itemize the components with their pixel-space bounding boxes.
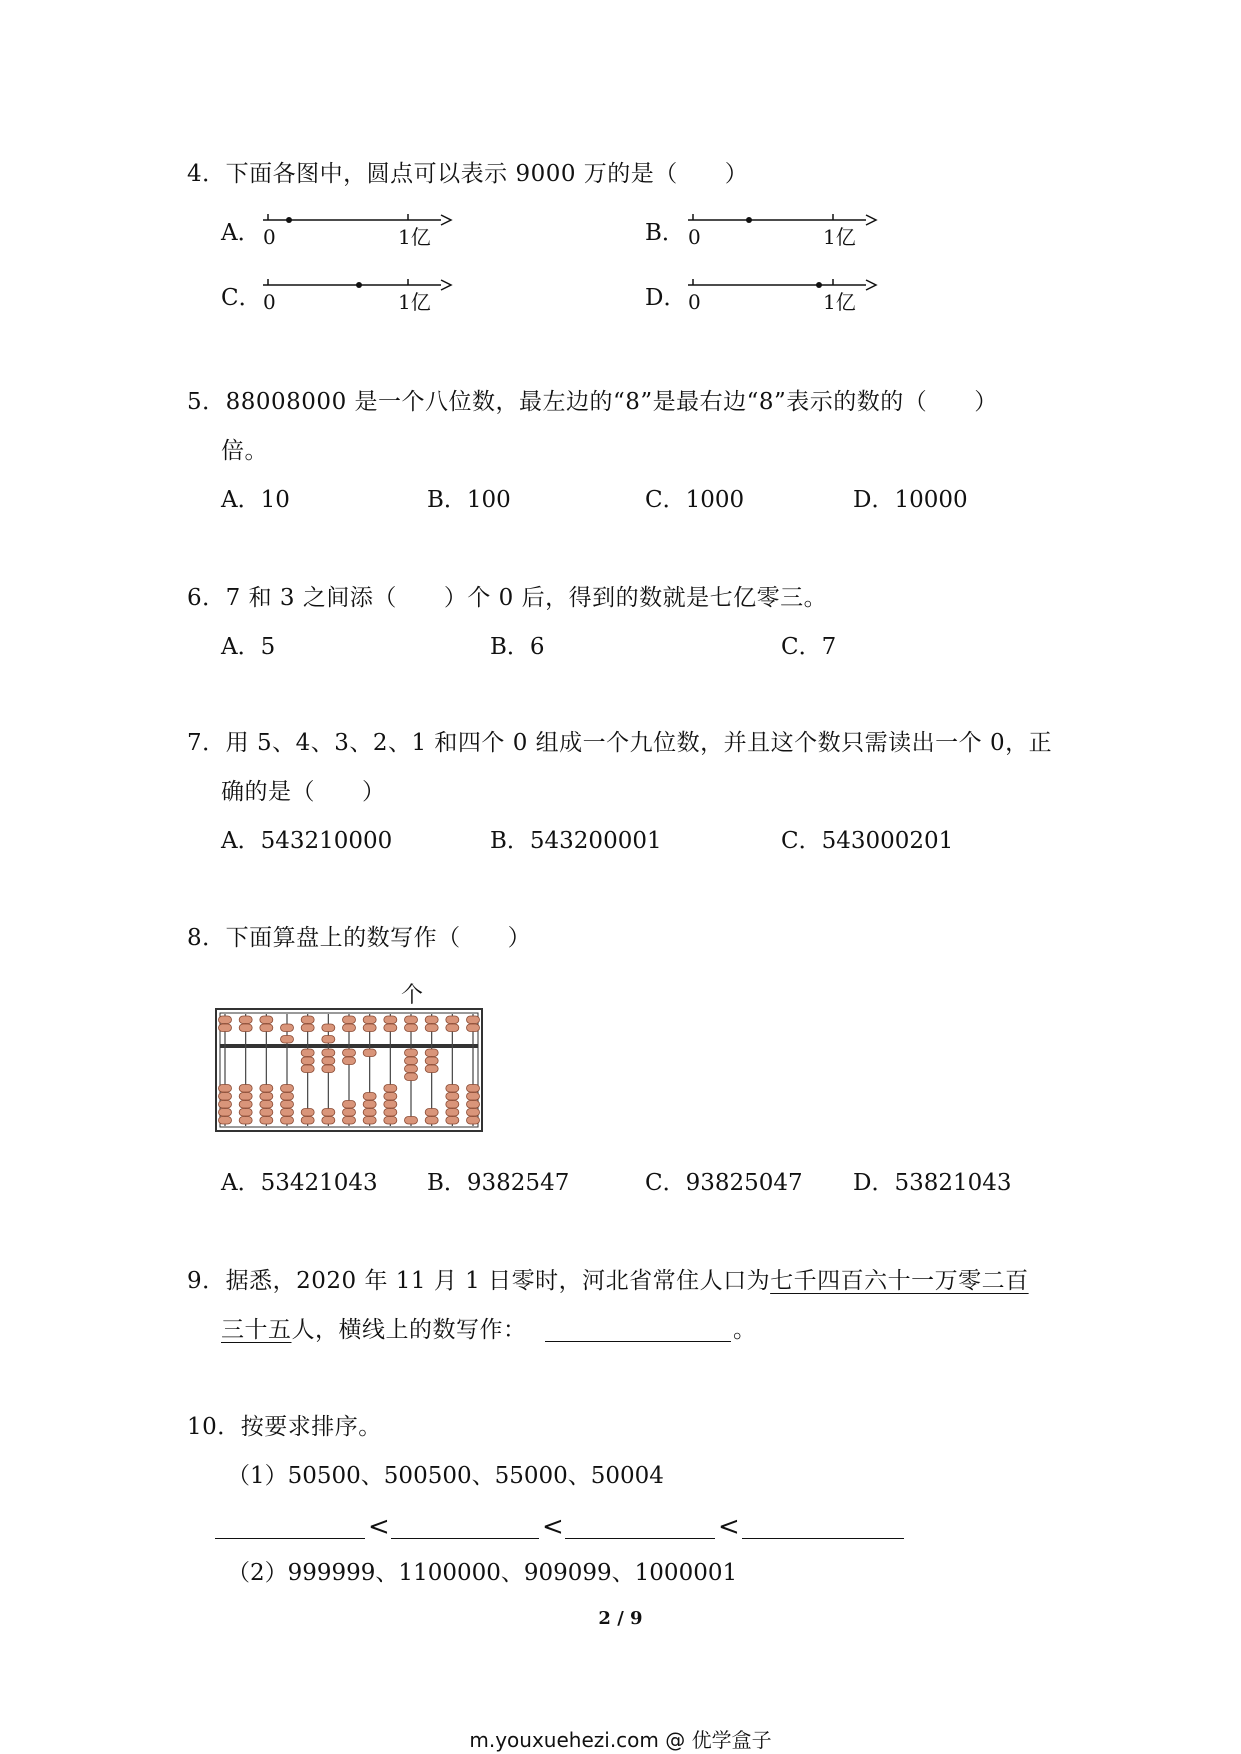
abacus-upper-bead bbox=[239, 1016, 252, 1024]
abacus-lower-bead bbox=[384, 1109, 397, 1117]
numberline-dot bbox=[356, 282, 362, 288]
abacus-lower-bead bbox=[281, 1109, 294, 1117]
q8-option-a: A．53421043 bbox=[221, 1170, 378, 1196]
abacus-lower-bead bbox=[219, 1085, 232, 1093]
abacus-lower-bead bbox=[301, 1057, 314, 1065]
abacus-upper-bead bbox=[405, 1016, 418, 1024]
q9-line2-end: 。 bbox=[733, 1317, 756, 1343]
q5-option-c: C．1000 bbox=[645, 487, 745, 513]
q9-line1 bbox=[187, 1267, 1029, 1295]
q8-option-b: B．9382547 bbox=[427, 1170, 570, 1196]
abacus-upper-bead bbox=[446, 1016, 459, 1024]
abacus-lower-bead bbox=[467, 1117, 480, 1125]
abacus-upper-bead bbox=[260, 1016, 273, 1024]
abacus-lower-bead bbox=[425, 1109, 438, 1117]
q6-option-b: B．6 bbox=[490, 634, 545, 660]
q9-underlined-number-part1: 七千四百六十一万零二百 bbox=[770, 1268, 1029, 1294]
q10-part1: （1）50500、500500、55000、50004 bbox=[227, 1463, 664, 1489]
abacus-upper-bead bbox=[384, 1016, 397, 1024]
abacus-upper-bead bbox=[467, 1016, 480, 1024]
abacus-lower-bead bbox=[425, 1049, 438, 1057]
q8-option-d: D．53821043 bbox=[853, 1170, 1012, 1196]
abacus-lower-bead bbox=[446, 1101, 459, 1109]
abacus-lower-bead bbox=[425, 1057, 438, 1065]
numberline-arrowhead bbox=[866, 280, 876, 290]
abacus-lower-bead bbox=[260, 1101, 273, 1109]
footer-watermark: m.youxuehezi.com @ 优学盒子 bbox=[469, 1728, 772, 1752]
abacus-lower-bead bbox=[405, 1049, 418, 1057]
q7-option-c: C．543000201 bbox=[781, 828, 954, 854]
abacus-upper-bead bbox=[281, 1024, 294, 1032]
abacus-lower-bead bbox=[281, 1101, 294, 1109]
abacus-lower-bead bbox=[384, 1101, 397, 1109]
abacus-lower-bead bbox=[322, 1049, 335, 1057]
q10-less-than-1: < bbox=[368, 1512, 390, 1542]
abacus-lower-bead bbox=[467, 1101, 480, 1109]
abacus-lower-bead bbox=[405, 1117, 418, 1125]
q9-underlined-number-part2: 三十五 bbox=[221, 1317, 292, 1343]
abacus-upper-bead bbox=[301, 1024, 314, 1032]
abacus-lower-bead bbox=[260, 1109, 273, 1117]
abacus-upper-bead bbox=[322, 1036, 335, 1044]
q10-answer-blank-2[interactable] bbox=[391, 1538, 539, 1539]
abacus-lower-bead bbox=[239, 1085, 252, 1093]
abacus bbox=[215, 1008, 485, 1134]
abacus-lower-bead bbox=[343, 1117, 356, 1125]
abacus-lower-bead bbox=[405, 1073, 418, 1081]
q9-line1-prefix: 9．据悉，2020 年 11 月 1 日零时，河北省常住人口为 bbox=[187, 1268, 771, 1294]
abacus-lower-bead bbox=[343, 1057, 356, 1065]
abacus-lower-bead bbox=[405, 1065, 418, 1073]
abacus-upper-bead bbox=[301, 1016, 314, 1024]
abacus-lower-bead bbox=[425, 1065, 438, 1073]
abacus-lower-bead bbox=[405, 1057, 418, 1065]
numberline-start-label: 0 bbox=[263, 290, 276, 314]
abacus-upper-bead bbox=[219, 1024, 232, 1032]
q4-numberline-b bbox=[688, 210, 878, 250]
abacus-lower-bead bbox=[343, 1049, 356, 1057]
q7-option-a: A．543210000 bbox=[221, 828, 393, 854]
q6-stem: 6．7 和 3 之间添（ ）个 0 后，得到的数就是七亿零三。 bbox=[187, 585, 828, 611]
numberline-dot bbox=[746, 217, 752, 223]
abacus-lower-bead bbox=[301, 1065, 314, 1073]
abacus-lower-bead bbox=[467, 1109, 480, 1117]
numberline-arrowhead bbox=[441, 280, 451, 290]
q4-option-b-label: B． bbox=[645, 220, 685, 246]
abacus-lower-bead bbox=[384, 1117, 397, 1125]
abacus-lower-bead bbox=[239, 1101, 252, 1109]
q4-stem: 4．下面各图中，圆点可以表示 9000 万的是（ ） bbox=[187, 161, 749, 187]
abacus-upper-bead bbox=[281, 1036, 294, 1044]
abacus-lower-bead bbox=[281, 1085, 294, 1093]
abacus-lower-bead bbox=[363, 1093, 376, 1101]
numberline-arrowhead bbox=[441, 215, 451, 225]
abacus-lower-bead bbox=[363, 1049, 376, 1057]
abacus-lower-bead bbox=[322, 1117, 335, 1125]
abacus-lower-bead bbox=[446, 1093, 459, 1101]
q4-option-d-label: D． bbox=[645, 285, 687, 311]
abacus-lower-bead bbox=[260, 1117, 273, 1125]
abacus-lower-bead bbox=[301, 1049, 314, 1057]
abacus-upper-bead bbox=[467, 1024, 480, 1032]
abacus-lower-bead bbox=[446, 1109, 459, 1117]
q6-option-c: C．7 bbox=[781, 634, 837, 660]
abacus-lower-bead bbox=[425, 1117, 438, 1125]
abacus-lower-bead bbox=[219, 1101, 232, 1109]
numberline-end-label: 1亿 bbox=[823, 225, 856, 249]
abacus-upper-bead bbox=[343, 1016, 356, 1024]
q5-stem-line2: 倍。 bbox=[221, 438, 268, 464]
abacus-lower-bead bbox=[384, 1085, 397, 1093]
q10-less-than-2: < bbox=[542, 1512, 564, 1542]
numberline-dot bbox=[286, 217, 292, 223]
abacus-lower-bead bbox=[281, 1117, 294, 1125]
abacus-lower-bead bbox=[239, 1117, 252, 1125]
numberline-start-label: 0 bbox=[263, 225, 276, 249]
abacus-upper-bead bbox=[239, 1024, 252, 1032]
abacus-lower-bead bbox=[343, 1101, 356, 1109]
abacus-lower-bead bbox=[446, 1085, 459, 1093]
q10-answer-blank-4[interactable] bbox=[742, 1538, 904, 1539]
q10-stem: 10．按要求排序。 bbox=[187, 1414, 382, 1440]
numberline-arrowhead bbox=[866, 215, 876, 225]
abacus-lower-bead bbox=[363, 1101, 376, 1109]
q10-answer-blank-3[interactable] bbox=[565, 1538, 715, 1539]
numberline-end-label: 1亿 bbox=[398, 290, 431, 314]
q5-option-d: D．10000 bbox=[853, 487, 968, 513]
abacus-lower-bead bbox=[343, 1109, 356, 1117]
abacus-lower-bead bbox=[322, 1065, 335, 1073]
numberline-dot bbox=[816, 282, 822, 288]
q7-option-b: B．543200001 bbox=[490, 828, 662, 854]
q8-stem: 8．下面算盘上的数写作（ ） bbox=[187, 925, 532, 951]
abacus-lower-bead bbox=[384, 1093, 397, 1101]
q5-option-a: A．10 bbox=[221, 487, 290, 513]
q5-stem-line1: 5．88008000 是一个八位数，最左边的“8”是最右边“8”表示的数的（ ） bbox=[187, 389, 998, 415]
abacus-lower-bead bbox=[260, 1093, 273, 1101]
abacus-lower-bead bbox=[281, 1093, 294, 1101]
abacus-lower-bead bbox=[322, 1057, 335, 1065]
abacus-ones-label: 个 bbox=[401, 983, 424, 1008]
abacus-upper-bead bbox=[219, 1016, 232, 1024]
numberline-end-label: 1亿 bbox=[398, 225, 431, 249]
q7-stem-line1: 7．用 5、4、3、2、1 和四个 0 组成一个九位数，并且这个数只需读出一个 0，正 bbox=[187, 730, 1053, 756]
abacus-lower-bead bbox=[446, 1117, 459, 1125]
q4-numberline-d bbox=[688, 275, 878, 315]
abacus-lower-bead bbox=[219, 1109, 232, 1117]
abacus-upper-bead bbox=[363, 1024, 376, 1032]
abacus-upper-bead bbox=[425, 1016, 438, 1024]
q9-line2 bbox=[221, 1316, 527, 1344]
abacus-lower-bead bbox=[219, 1117, 232, 1125]
q4-option-a-label: A． bbox=[221, 220, 261, 246]
abacus-lower-bead bbox=[363, 1109, 376, 1117]
abacus-upper-bead bbox=[384, 1024, 397, 1032]
abacus-lower-bead bbox=[260, 1085, 273, 1093]
abacus-upper-bead bbox=[260, 1024, 273, 1032]
q4-option-c-label: C． bbox=[221, 285, 262, 311]
q9-answer-blank[interactable] bbox=[545, 1341, 731, 1342]
abacus-lower-bead bbox=[301, 1109, 314, 1117]
abacus-lower-bead bbox=[322, 1109, 335, 1117]
q10-part2: （2）999999、1100000、909099、1000001 bbox=[227, 1560, 738, 1586]
abacus-upper-bead bbox=[363, 1016, 376, 1024]
q8-option-c: C．93825047 bbox=[645, 1170, 803, 1196]
q10-answer-blank-1[interactable] bbox=[215, 1538, 365, 1539]
abacus-upper-bead bbox=[446, 1024, 459, 1032]
q7-stem-line2: 确的是（ ） bbox=[221, 779, 386, 805]
q9-line2-suffix: 人，横线上的数写作： bbox=[291, 1317, 527, 1343]
abacus-lower-bead bbox=[467, 1093, 480, 1101]
abacus-upper-bead bbox=[322, 1024, 335, 1032]
q10-less-than-3: < bbox=[718, 1512, 740, 1542]
numberline-start-label: 0 bbox=[688, 225, 701, 249]
abacus-lower-bead bbox=[301, 1117, 314, 1125]
abacus-lower-bead bbox=[363, 1117, 376, 1125]
abacus-lower-bead bbox=[219, 1093, 232, 1101]
q5-option-b: B．100 bbox=[427, 487, 511, 513]
numberline-start-label: 0 bbox=[688, 290, 701, 314]
page-number: 2 / 9 bbox=[598, 1608, 643, 1629]
abacus-lower-bead bbox=[239, 1093, 252, 1101]
q6-option-a: A．5 bbox=[221, 634, 276, 660]
abacus-upper-bead bbox=[343, 1024, 356, 1032]
numberline-end-label: 1亿 bbox=[823, 290, 856, 314]
abacus-upper-bead bbox=[405, 1024, 418, 1032]
q4-numberline-a bbox=[263, 210, 453, 250]
abacus-upper-bead bbox=[425, 1024, 438, 1032]
abacus-lower-bead bbox=[467, 1085, 480, 1093]
q4-numberline-c bbox=[263, 275, 453, 315]
abacus-lower-bead bbox=[239, 1109, 252, 1117]
